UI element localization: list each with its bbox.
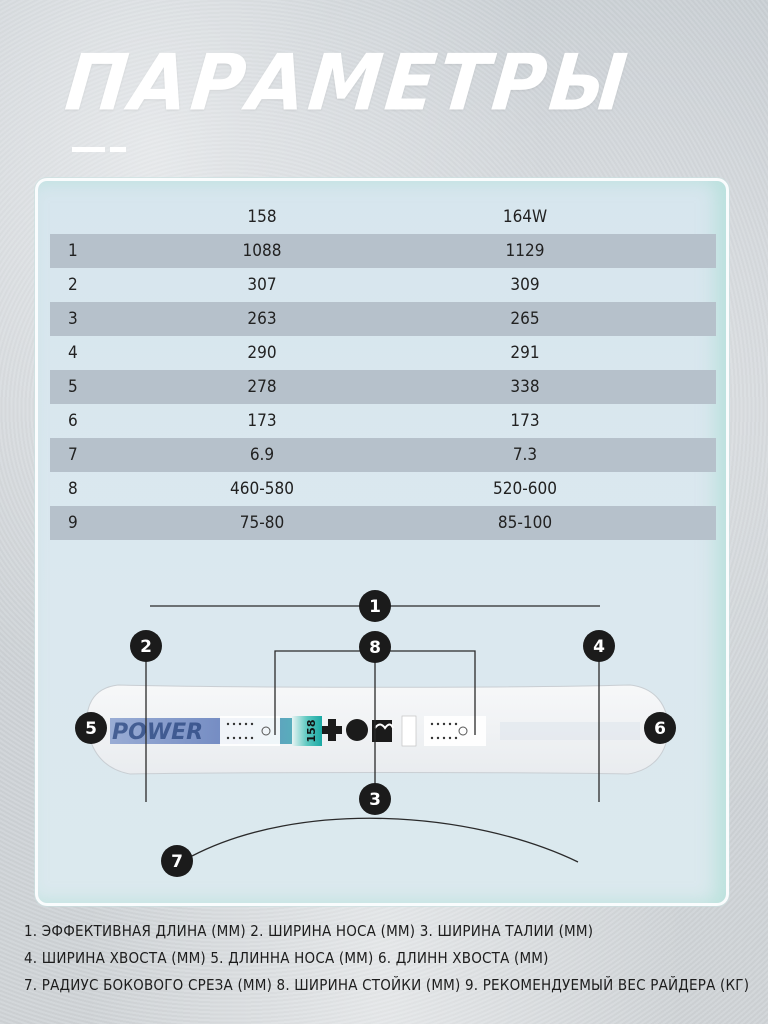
row-value-164w: 85-100	[497, 513, 553, 533]
page-title: ПАРАМЕТРЫ	[61, 37, 634, 129]
board-logo-text: POWER	[112, 720, 204, 745]
row-index: 1	[68, 241, 78, 261]
row-value-158: 460-580	[230, 479, 294, 499]
title-underline	[72, 147, 105, 152]
marker-label: 6	[654, 719, 666, 739]
row-value-158: 6.9	[249, 445, 275, 465]
row-value-158: 263	[247, 309, 277, 329]
table-row	[50, 438, 716, 472]
row-value-158: 1088	[242, 241, 282, 261]
row-value-164w: 7.3	[512, 445, 538, 465]
parameter-legend	[24, 918, 754, 999]
marker-label: 5	[85, 719, 97, 739]
board-graphic-right	[500, 722, 640, 740]
table-row	[50, 302, 716, 336]
marker-3	[359, 783, 391, 815]
row-index: 8	[68, 479, 78, 499]
marker-label: 2	[140, 637, 152, 657]
table-header-row	[50, 200, 716, 234]
row-value-164w: 309	[510, 275, 540, 295]
legend-line: 7. РАДИУС БОКОВОГО СРЕЗА (ММ) 8. ШИРИНА СТОЙКИ (ММ) 9. РЕКОМЕНДУЕМЫЙ ВЕС РАЙДЕРА (КГ)	[24, 976, 750, 994]
insert-pattern-right	[424, 716, 486, 746]
row-value-158: 75-80	[239, 513, 285, 533]
legend-line: 4. ШИРИНА ХВОСТА (ММ) 5. ДЛИННА НОСА (ММ) 6. ДЛИНН ХВОСТА (ММ)	[24, 949, 549, 967]
marker-label: 3	[369, 790, 381, 810]
row-value-164w: 291	[510, 343, 540, 363]
header-size-158: 158	[247, 207, 277, 227]
marker-label: 7	[171, 852, 183, 872]
table-row	[50, 370, 716, 404]
table-row	[50, 268, 716, 302]
marker-label: 8	[369, 638, 381, 658]
header-size-164w: 164W	[502, 207, 548, 227]
table-row	[50, 506, 716, 540]
table-row	[50, 472, 716, 506]
legend-line: 1. ЭФФЕКТИВНАЯ ДЛИНА (ММ) 2. ШИРИНА НОСА (ММ) 3. ШИРИНА ТАЛИИ (ММ)	[24, 922, 594, 940]
row-index: 2	[68, 275, 78, 295]
row-index: 7	[68, 445, 78, 465]
row-value-158: 307	[247, 275, 277, 295]
marker-6	[644, 712, 676, 744]
row-value-158: 290	[247, 343, 277, 363]
center-logo	[322, 719, 392, 742]
row-value-164w: 173	[510, 411, 540, 431]
row-index: 9	[68, 513, 78, 533]
row-index: 6	[68, 411, 78, 431]
row-value-158: 173	[247, 411, 277, 431]
row-value-164w: 520-600	[493, 479, 557, 499]
marker-1	[359, 590, 391, 622]
marker-8	[359, 631, 391, 663]
title-underline	[110, 147, 126, 152]
row-value-164w: 1129	[505, 241, 545, 261]
marker-label: 1	[369, 597, 381, 617]
row-value-158: 278	[247, 377, 277, 397]
row-index: 4	[68, 343, 78, 363]
marker-5	[75, 712, 107, 744]
table-row	[50, 404, 716, 438]
table-row	[50, 336, 716, 370]
row-value-164w: 265	[510, 309, 540, 329]
row-value-164w: 338	[510, 377, 540, 397]
center-label	[402, 716, 416, 746]
spec-table	[50, 200, 716, 540]
board-size-text: 158	[305, 719, 318, 743]
row-index: 3	[68, 309, 78, 329]
table-row	[50, 234, 716, 268]
row-index: 5	[68, 377, 78, 397]
marker-2	[130, 630, 162, 662]
marker-4	[583, 630, 615, 662]
insert-pattern-left	[220, 716, 280, 746]
marker-label: 4	[593, 637, 605, 657]
marker-7	[161, 845, 193, 877]
